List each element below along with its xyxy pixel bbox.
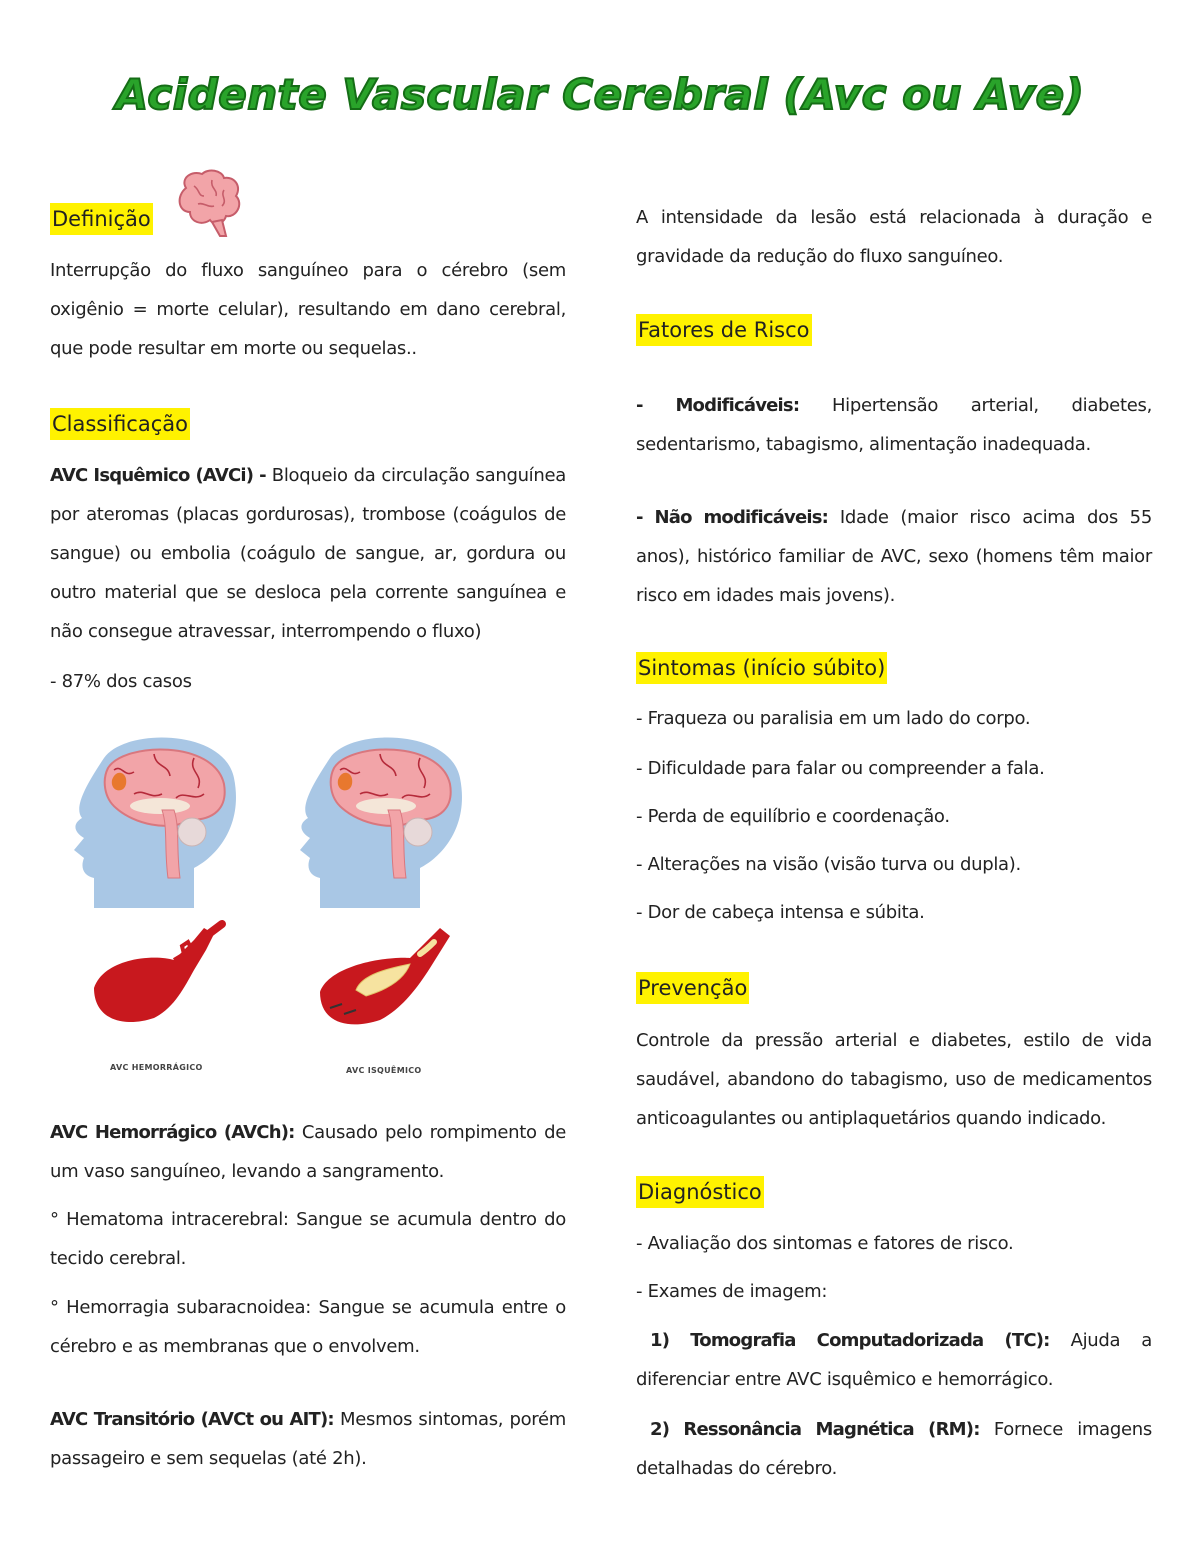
isquemico-stat: - 87% dos casos [50,671,192,692]
hemorragico-paragraph [50,1113,566,1191]
heading-sintomas: Sintomas (início súbito) [636,652,887,684]
isquemico-term: AVC Isquêmico (AVCi) - [50,465,266,486]
diagnostico-item: - Avaliação dos sintomas e fatores de risco. [636,1233,1014,1254]
tc-term: 1) Tomografia Computadorizada (TC): [650,1330,1050,1351]
sintoma-item: - Perda de equilíbrio e coordenação. [636,806,950,827]
hematoma-text: ° Hematoma intracerebral: Sangue se acumula dentro do tecido cerebral. [50,1209,566,1269]
nao-modificaveis-term: - Não modificáveis: [636,507,829,528]
modificaveis-paragraph [636,386,1152,464]
heading-definicao: Definição [50,203,153,235]
sintoma-item: - Dor de cabeça intensa e súbita. [636,902,925,923]
modificaveis-term: - Modificáveis: [636,395,800,416]
isquemico-paragraph [50,456,566,651]
subaracnoidea-text: ° Hemorragia subaracnoidea: Sangue se acumula entre o cérebro e as membranas que o envolvem. [50,1297,566,1357]
rm-text: Fornece imagens detalhadas do cérebro. [636,1419,1152,1479]
tc-paragraph [636,1321,1152,1399]
transitorio-paragraph [50,1400,566,1478]
isquemico-text: Bloqueio da circulação sanguínea por ateromas (placas gordurosas), trombose (coágulos de sangue) ou embolia (coágulo de sangue, ar, gordura ou outro material que se desloca pela corrente sanguínea e não consegue atravessar, interrompendo o fluxo) [50,465,566,642]
rm-term: 2) Ressonância Magnética (RM): [650,1419,980,1440]
sintoma-item: - Fraqueza ou paralisia em um lado do corpo. [636,708,1031,729]
heading-fatores-risco: Fatores de Risco [636,314,812,346]
transitorio-term: AVC Transitório (AVCt ou AIT): [50,1409,334,1430]
brain-icon [172,166,244,242]
heading-prevencao: Prevenção [636,972,749,1004]
head-hemorragico-illustration [74,738,236,1023]
hemorragico-term: AVC Hemorrágico (AVCh): [50,1122,295,1143]
head-isquemico-illustration [300,738,462,1025]
sintoma-item: - Alterações na visão (visão turva ou dupla). [636,854,1021,875]
hemorragico-text: Causado pelo rompimento de um vaso sanguíneo, levando a sangramento. [50,1122,566,1182]
tc-text: Ajuda a diferenciar entre AVC isquêmico e hemorrágico. [636,1330,1152,1390]
rm-paragraph [636,1410,1152,1488]
sintoma-item: - Dificuldade para falar ou compreender a fala. [636,758,1045,779]
nao-modificaveis-paragraph [636,498,1152,615]
heading-diagnostico: Diagnóstico [636,1176,764,1208]
page-title: Acidente Vascular Cerebral (Avc ou Ave) [115,70,1085,119]
heading-classificacao: Classificação [50,408,190,440]
figure-label-isquemico: AVC ISQUÊMICO [346,1066,422,1075]
diagnostico-item: - Exames de imagem: [636,1281,828,1302]
modificaveis-text: Hipertensão arterial, diabetes, sedentarismo, tabagismo, alimentação inadequada. [636,395,1152,455]
nao-modificaveis-text: Idade (maior risco acima dos 55 anos), histórico familiar de AVC, sexo (homens têm maior risco em idades mais jovens). [636,507,1152,606]
intensidade-text: A intensidade da lesão está relacionada à duração e gravidade da redução do fluxo sanguíneo. [636,207,1152,267]
avc-illustration [64,728,504,1068]
transitorio-text: Mesmos sintomas, porém passageiro e sem sequelas (até 2h). [50,1409,567,1469]
definicao-text: Interrupção do fluxo sanguíneo para o cérebro (sem oxigênio = morte celular), resultando em dano cerebral, que pode resultar em morte ou sequelas.. [50,260,566,359]
figure-label-hemorragico: AVC HEMORRÁGICO [110,1063,203,1072]
prevencao-text: Controle da pressão arterial e diabetes, estilo de vida saudável, abandono do tabagismo, uso de medicamentos anticoagulantes ou antiplaquetários quando indicado. [636,1030,1152,1129]
